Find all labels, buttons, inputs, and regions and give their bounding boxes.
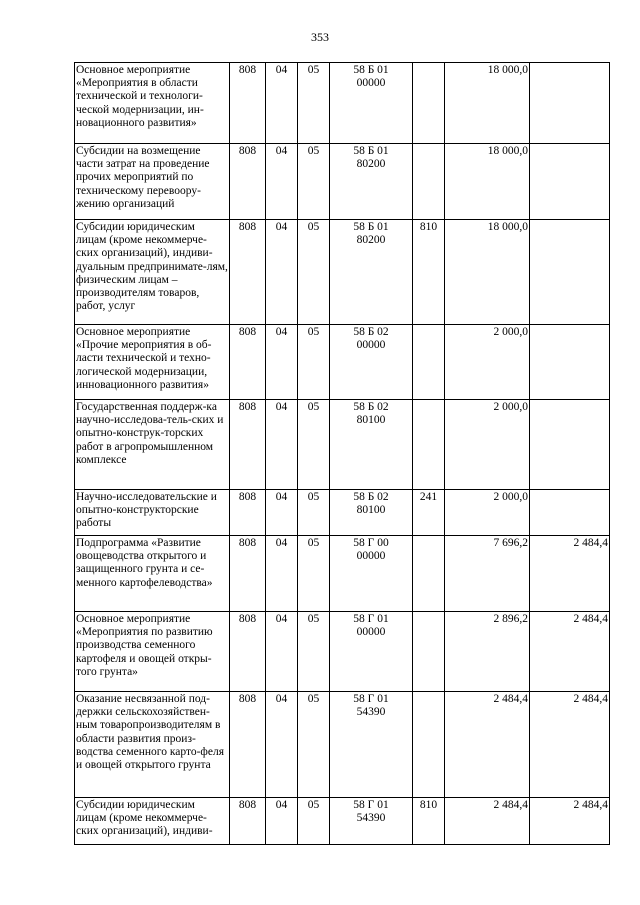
target-article-line1: 58 Б 02 <box>353 491 389 503</box>
sum-federal <box>530 490 610 536</box>
expense-type <box>413 63 445 144</box>
target-article <box>330 692 413 798</box>
subsection-code: 05 <box>298 612 330 692</box>
row-name: Научно-исследовательские и опытно-конструкторские работы <box>75 490 230 536</box>
subsection-code: 05 <box>298 798 330 845</box>
sum-federal <box>530 400 610 490</box>
subsection-code: 05 <box>298 325 330 400</box>
sum-total: 18 000,0 <box>445 220 530 325</box>
table-row <box>75 536 610 612</box>
budget-table <box>74 62 610 845</box>
target-article-line2: 80200 <box>356 158 386 171</box>
row-name: Субсидии юридическим лицам (кроме некоммерче-ских организаций), индиви-дуальным предпринимате-лям, физическим лицам – производителям товаров, работ, услуг <box>75 220 230 325</box>
section-code: 04 <box>266 490 298 536</box>
table-row <box>75 220 610 325</box>
target-article-line2: 00000 <box>356 77 386 90</box>
sum-federal <box>530 325 610 400</box>
subsection-code: 05 <box>298 692 330 798</box>
row-name: Оказание несвязанной под-держки сельскохозяйствен-ным товаропроизводителям в области развития произ-водства семенного карто-феля и овощей открытого грунта <box>75 692 230 798</box>
sum-total: 18 000,0 <box>445 63 530 144</box>
sum-federal: 2 484,4 <box>530 612 610 692</box>
ministry-code: 808 <box>230 692 266 798</box>
target-article-line1: 58 Б 02 <box>353 326 389 338</box>
ministry-code: 808 <box>230 325 266 400</box>
expense-type <box>413 536 445 612</box>
ministry-code: 808 <box>230 612 266 692</box>
subsection-code: 05 <box>298 490 330 536</box>
sum-federal: 2 484,4 <box>530 798 610 845</box>
section-code: 04 <box>266 220 298 325</box>
section-code: 04 <box>266 798 298 845</box>
target-article-line1: 58 Г 00 <box>353 537 389 549</box>
target-article <box>330 612 413 692</box>
subsection-code: 05 <box>298 63 330 144</box>
table-row <box>75 400 610 490</box>
sum-total: 2 000,0 <box>445 400 530 490</box>
target-article-line1: 58 Б 01 <box>353 145 389 157</box>
row-name: Субсидии юридическим лицам (кроме некоммерче-ских организаций), индиви- <box>75 798 230 845</box>
ministry-code: 808 <box>230 798 266 845</box>
table-row <box>75 612 610 692</box>
target-article-line2: 00000 <box>356 550 386 563</box>
expense-type <box>413 144 445 220</box>
section-code: 04 <box>266 144 298 220</box>
page-number: 353 <box>311 30 329 44</box>
table-row <box>75 798 610 845</box>
expense-type <box>413 612 445 692</box>
sum-federal: 2 484,4 <box>530 692 610 798</box>
expense-type: 810 <box>413 220 445 325</box>
row-name: Основное мероприятие «Мероприятия по развитию производства семенного картофеля и овощей откры-того грунта» <box>75 612 230 692</box>
section-code: 04 <box>266 400 298 490</box>
target-article-line1: 58 Г 01 <box>353 799 389 811</box>
subsection-code: 05 <box>298 220 330 325</box>
sum-total: 2 484,4 <box>445 692 530 798</box>
target-article <box>330 798 413 845</box>
expense-type <box>413 325 445 400</box>
ministry-code: 808 <box>230 144 266 220</box>
row-name: Государственная поддерж-ка научно-исследова-тель-ских и опытно-конструк-торских работ в агропромышленном комплексе <box>75 400 230 490</box>
target-article <box>330 144 413 220</box>
table-row <box>75 63 610 144</box>
subsection-code: 05 <box>298 536 330 612</box>
target-article-line1: 58 Б 01 <box>353 64 389 76</box>
section-code: 04 <box>266 612 298 692</box>
section-code: 04 <box>266 536 298 612</box>
sum-federal <box>530 144 610 220</box>
target-article-line1: 58 Б 02 <box>353 401 389 413</box>
row-name: Субсидии на возмещение части затрат на проведение прочих мероприятий по техническому перевоору-жению организаций <box>75 144 230 220</box>
expense-type: 241 <box>413 490 445 536</box>
target-article-line2: 00000 <box>356 626 386 639</box>
section-code: 04 <box>266 63 298 144</box>
table-row <box>75 325 610 400</box>
ministry-code: 808 <box>230 400 266 490</box>
sum-federal: 2 484,4 <box>530 536 610 612</box>
target-article-line1: 58 Б 01 <box>353 221 389 233</box>
target-article-line1: 58 Г 01 <box>353 613 389 625</box>
sum-total: 2 000,0 <box>445 325 530 400</box>
row-name: Основное мероприятие «Мероприятия в области технической и технологи-ческой модернизации, ин-новационного развития» <box>75 63 230 144</box>
expense-type <box>413 400 445 490</box>
target-article <box>330 536 413 612</box>
ministry-code: 808 <box>230 536 266 612</box>
subsection-code: 05 <box>298 144 330 220</box>
sum-total: 2 000,0 <box>445 490 530 536</box>
table-row <box>75 692 610 798</box>
sum-total: 18 000,0 <box>445 144 530 220</box>
table-row <box>75 144 610 220</box>
target-article <box>330 490 413 536</box>
target-article <box>330 220 413 325</box>
ministry-code: 808 <box>230 220 266 325</box>
target-article-line2: 80100 <box>356 414 386 427</box>
row-name: Основное мероприятие «Прочие мероприятия в об-ласти технической и техно-логической модернизации, инновационного развития» <box>75 325 230 400</box>
section-code: 04 <box>266 325 298 400</box>
table-row <box>75 490 610 536</box>
subsection-code: 05 <box>298 400 330 490</box>
target-article-line1: 58 Г 01 <box>353 693 389 705</box>
target-article <box>330 400 413 490</box>
target-article-line2: 54390 <box>356 812 386 825</box>
sum-federal <box>530 63 610 144</box>
sum-total: 2 896,2 <box>445 612 530 692</box>
expense-type: 810 <box>413 798 445 845</box>
section-code: 04 <box>266 692 298 798</box>
sum-total: 2 484,4 <box>445 798 530 845</box>
sum-federal <box>530 220 610 325</box>
ministry-code: 808 <box>230 63 266 144</box>
expense-type <box>413 692 445 798</box>
target-article <box>330 63 413 144</box>
target-article-line2: 00000 <box>356 339 386 352</box>
target-article-line2: 54390 <box>356 706 386 719</box>
target-article-line2: 80100 <box>356 504 386 517</box>
target-article-line2: 80200 <box>356 234 386 247</box>
ministry-code: 808 <box>230 490 266 536</box>
target-article <box>330 325 413 400</box>
row-name: Подпрограмма «Развитие овощеводства открытого и защищенного грунта и се-менного картофелеводства» <box>75 536 230 612</box>
sum-total: 7 696,2 <box>445 536 530 612</box>
